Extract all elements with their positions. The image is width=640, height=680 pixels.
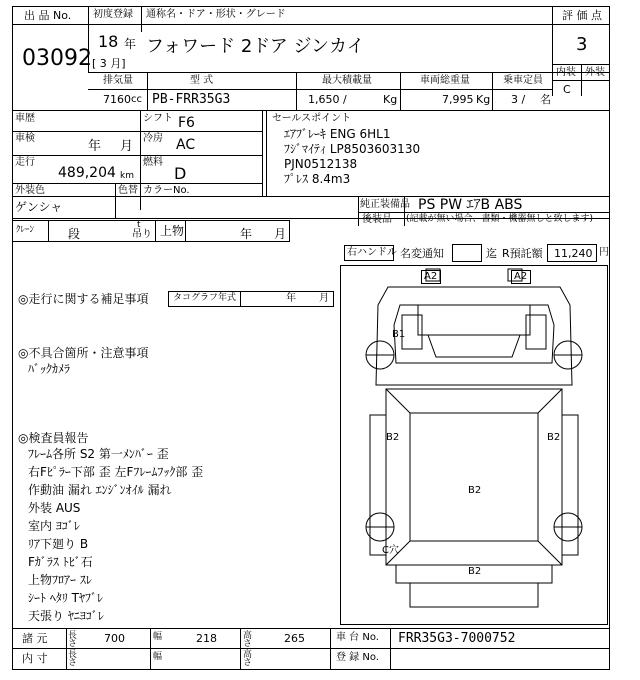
first-reg-label: 初度登録 <box>93 9 133 20</box>
model-label: 型 式 <box>190 75 214 86</box>
reg-month: [ 3 月] <box>92 57 126 70</box>
capacity-label: 乗車定員 <box>503 75 543 86</box>
inspector-line-4: 外装 AUS <box>28 501 81 515</box>
until-label: 迄 <box>486 247 497 260</box>
height-value: 265 <box>284 632 305 645</box>
inspection-month: 月 <box>120 139 134 154</box>
upper-month: 月 <box>274 227 287 241</box>
crane-ton: t <box>137 220 141 230</box>
score-value: 3 <box>576 34 588 55</box>
meter-change-label: 名変通知 <box>400 247 444 260</box>
ext-color-label: 外装色 <box>15 185 45 196</box>
reg-year-unit: 年 <box>124 37 137 51</box>
inspector-line-5: 室内 ﾖｺﾞﾚ <box>28 519 80 533</box>
equipment-value: PS PW ｴｱB ABS <box>418 197 523 213</box>
score-label: 評 価 点 <box>562 9 602 22</box>
gross-weight: 7,995 <box>442 93 474 106</box>
max-load-label: 最大積載量 <box>322 75 372 86</box>
inspector-line-6: ﾘｱ下廻り B <box>28 537 89 551</box>
inspector-line-2: 右Fﾋﾟﾗｰ下部 歪 左Fﾌﾚｰﾑﾌｯｸ部 歪 <box>28 465 204 479</box>
sales-line-3: PJN0512138 <box>284 157 358 171</box>
sales-line-1: ｴｱﾌﾞﾚｰｷ ENG 6HL1 <box>284 127 391 141</box>
inspection-year: 年 <box>88 139 102 154</box>
chassis-label: 車 台 No. <box>336 632 379 643</box>
height-label: 高さ <box>243 631 253 649</box>
mark-b1: B1 <box>392 329 406 340</box>
fuel-value: D <box>174 164 187 183</box>
mark-a2-left: A2 <box>424 271 438 282</box>
max-load: 1,650 / <box>308 93 347 106</box>
tacho-label: タコグラフ年式 <box>173 293 237 303</box>
chassis-no: FRR35G3-7000752 <box>398 631 516 646</box>
dims-label: 諸 元 <box>22 632 48 645</box>
displacement-label: 排気量 <box>103 75 133 86</box>
inspector-line-3: 作動油 漏れ ｴﾝｼﾞﾝｵｲﾙ 漏れ <box>28 483 172 497</box>
width-label: 幅 <box>153 632 163 642</box>
width-value: 218 <box>196 632 217 645</box>
lot-label: 出 品 No. <box>24 9 72 22</box>
interior-dims-label: 内 寸 <box>22 652 48 665</box>
defect-label: ◎不具合箇所・注意事項 <box>18 346 149 360</box>
interior-width-label: 幅 <box>153 652 163 662</box>
sales-line-4: ﾌﾟﾚｽ 8.4m3 <box>284 172 351 186</box>
sales-points-label: セールスポイント <box>272 113 352 124</box>
mileage-value: 489,204 <box>58 165 116 181</box>
interior-grade-label: 内装 <box>556 67 576 78</box>
inspector-line-8: 上物ﾌﾛｱｰ ｽﾚ <box>28 573 92 587</box>
mark-b2-right: B2 <box>547 432 561 443</box>
equipment-label: 純正装備品 <box>360 199 410 210</box>
inspector-line-7: Fｶﾞﾗｽ ﾄﾋﾞ石 <box>28 555 93 569</box>
gross-weight-unit: Kg <box>476 93 491 106</box>
mark-c-hole: C穴 <box>382 545 399 556</box>
tacho-month: 月 <box>319 293 329 304</box>
lot-number: 03092 <box>22 46 92 71</box>
inspection-label: 車検 <box>15 133 35 144</box>
registration-label: 登 録 No. <box>336 652 379 663</box>
mileage-label: 走行 <box>15 157 35 168</box>
recycle-label: R預託額 <box>502 247 543 260</box>
crane-hang: 吊り <box>132 229 152 240</box>
inspector-line-10: 天張り ﾔﾆﾖｺﾞﾚ <box>28 609 104 623</box>
capacity: 3 / <box>511 93 526 106</box>
ac-value: AC <box>176 137 196 153</box>
upper-label: 上物 <box>160 224 185 238</box>
color-no-label: カラーNo. <box>143 185 190 196</box>
retrofit-note: (記載が無い場合、書類・機器無しと致します) <box>406 214 594 224</box>
ext-color-value: ゲンシャ <box>15 200 63 214</box>
interior-length-label: 長さ <box>68 650 78 668</box>
capacity-unit: 名 <box>540 93 551 106</box>
mileage-unit: km <box>120 171 134 181</box>
car-name-label: 通称名・ドア・形状・グレード <box>146 9 286 20</box>
color-change-label: 色替 <box>118 185 138 196</box>
inspector-label: ◎検査員報告 <box>18 431 89 445</box>
length-value: 700 <box>104 632 125 645</box>
interior-grade: C <box>563 83 571 96</box>
yen-unit: 円 <box>599 247 609 258</box>
defect-line-1: ﾊﾞｯｸｶﾒﾗ <box>28 362 71 376</box>
mark-b2-rear: B2 <box>468 566 482 577</box>
inspector-line-1: ﾌﾚｰﾑ各所 S2 第一ﾒﾝﾊﾞｰ 歪 <box>28 447 169 461</box>
car-name: フォワード 2ドア ジンカイ <box>146 36 365 57</box>
mark-b2-left: B2 <box>386 432 400 443</box>
crane-stage: 段 <box>68 227 81 241</box>
shift-label: シフト <box>143 113 173 124</box>
shift-value: F6 <box>178 115 195 131</box>
reg-year: 18 <box>98 32 119 51</box>
interior-height-label: 高さ <box>243 650 253 668</box>
recycle-amount: 11,240 <box>554 247 593 260</box>
mark-b2-center: B2 <box>468 485 482 496</box>
ac-label: 冷房 <box>143 133 163 144</box>
gross-weight-label: 車両総重量 <box>420 75 470 86</box>
displacement: 7160 <box>103 93 131 106</box>
drive-notes-label: ◎走行に関する補足事項 <box>18 292 149 306</box>
rh-drive: 右ハンドル <box>347 247 397 258</box>
exterior-grade-label: 外装 <box>585 67 605 78</box>
mark-a2-right: A2 <box>514 271 528 282</box>
model: PB-FRR35G3 <box>152 92 231 107</box>
inspector-line-9: ｼｰﾄ ﾍﾀﾘ Tﾔﾌﾞﾚ <box>28 591 103 605</box>
displacement-unit: cc <box>131 94 142 105</box>
tacho-year: 年 <box>286 293 296 304</box>
fuel-label: 燃料 <box>143 157 163 168</box>
history-label: 車歴 <box>15 113 35 124</box>
crane-label: ｸﾚｰﾝ <box>16 225 35 235</box>
meter-box <box>452 244 482 262</box>
length-label: 長さ <box>68 631 78 649</box>
sales-line-2: ﾌｼﾞﾏｲﾃｨ LP8503603130 <box>284 142 421 156</box>
retrofit-label: 後装品 <box>362 214 392 225</box>
max-load-unit: Kg <box>383 93 398 106</box>
upper-year: 年 <box>240 227 253 241</box>
